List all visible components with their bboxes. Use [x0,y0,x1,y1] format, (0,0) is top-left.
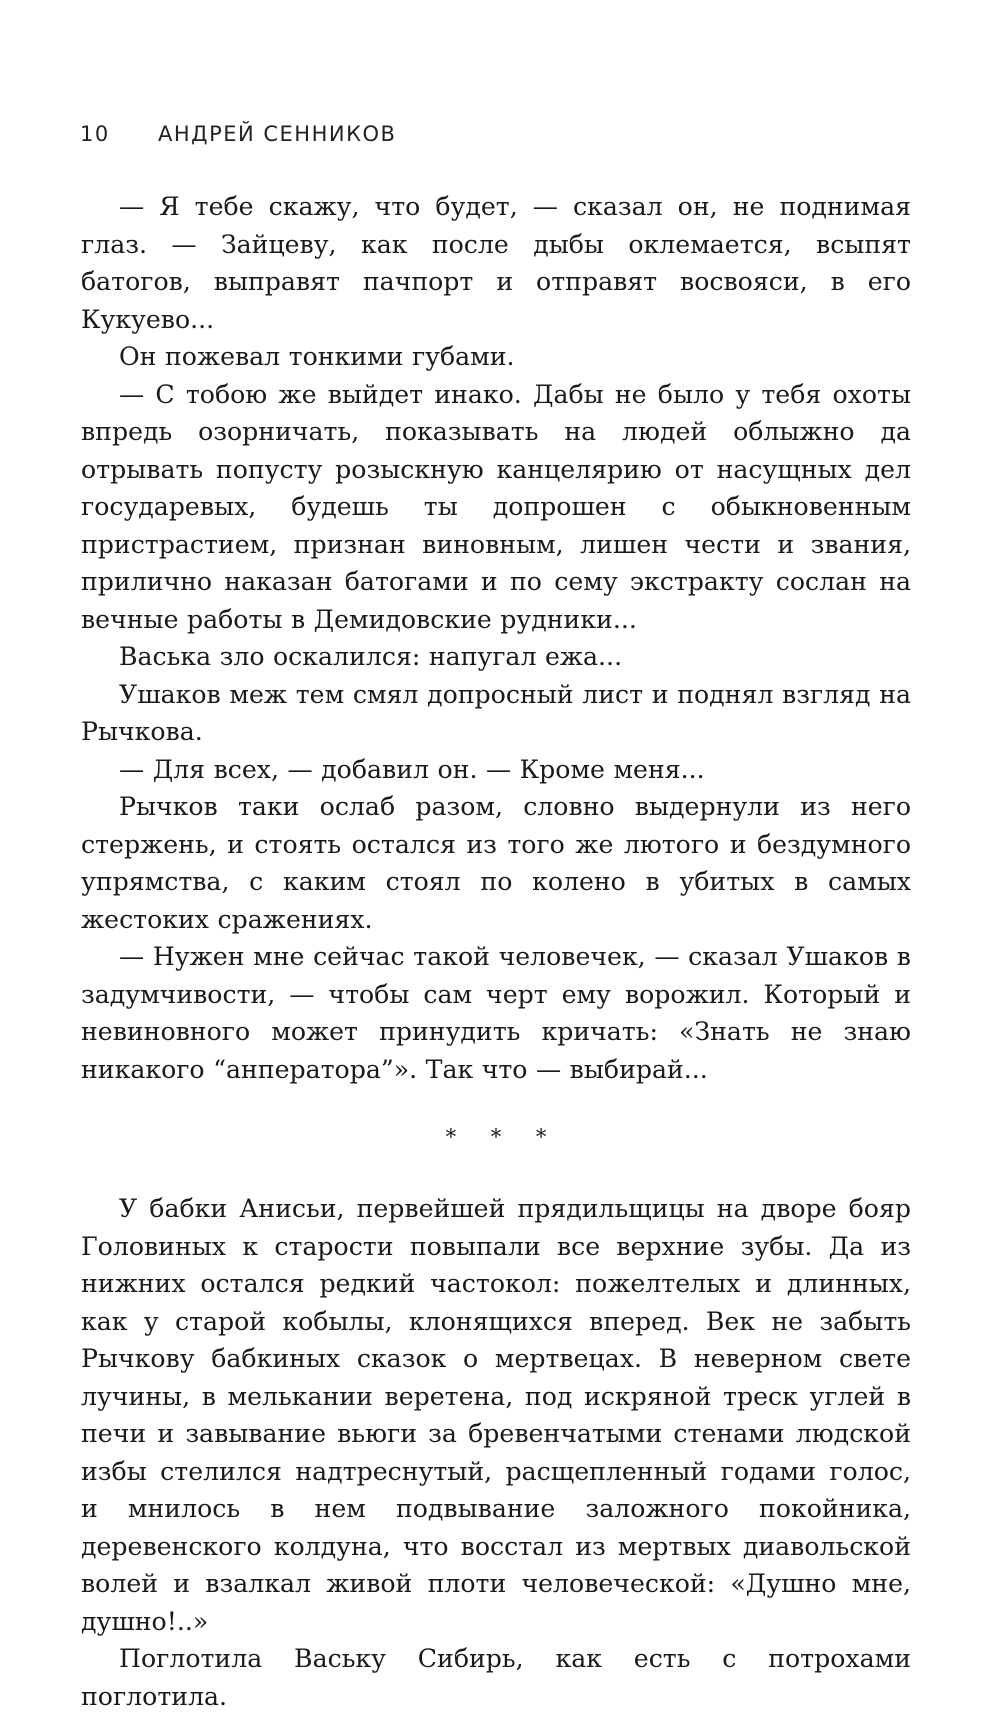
body-text [81,188,911,1715]
paragraph: Васька зло оскалился: напугал ежа... [119,642,623,671]
paragraph: Ушаков меж тем смял допросный лист и поднял взгляд на Рычкова. [81,679,911,746]
paragraph: — Для всех, — добавил он. — Кроме меня... [119,754,705,784]
paragraph: Поглотила Ваську Сибирь, как есть с потрохами поглотила. [81,1644,911,1711]
paragraph: — Я тебе скажу, что будет, — сказал он, не поднимая глаз. — Зайцеву, как после дыбы оклемается, всыпят батогов, выправят пачпорт и отправят восвояси, в его Кукуево... [81,192,911,334]
running-head-author: АНДРЕЙ СЕННИКОВ [158,122,397,146]
paragraph: У бабки Анисьи, первейшей прядильщицы на дворе бояр Головиных к старости повыпали все верхние зубы. Да из нижних остался редкий частокол: пожелтелых и длинных, как у старой кобылы, клонящихся вперед. Век не забыть Рычкову бабкиных сказок о мертвецах. В неверном свете лучины, в мелькании веретена, под искряной треск углей в печи и завывание вьюги за бревенчатыми стенами людской избы стелился надтреснутый, расщепленный годами голос, и мнилось в нем подвывание заложного покойника, деревенского колдуна, что восстал из мертвых диавольской волей и взалкал живой плоти человеческой: «Душно мне, душно!..» [81,1194,911,1636]
page-number: 10 [80,122,110,146]
paragraph: Он пожевал тонкими губами. [119,342,515,371]
paragraph: Рычков таки ослаб разом, словно выдернули из него стержень, и стоять остался из того же лютого и бездумного упрямства, с каким стоял по колено в убитых в самых жестоких сражениях. [81,792,911,934]
paragraph: — С тобою же выйдет инако. Дабы не было у тебя охоты впредь озорничать, показывать на людей облыжно да отрывать попусту розыскную канцелярию от насущных дел государевых, будешь ты допрошен с обыкновенным пристрастием, признан виновным, лишен чести и звания, прилично наказан батогами и по сему экстракту сослан на вечные работы в Демидовские рудники... [81,379,911,634]
running-head [80,122,396,146]
section-break: * * * [445,1125,561,1149]
paragraph: — Нужен мне сейчас такой человечек, — сказал Ушаков в задумчивости, — чтобы сам черт ему ворожил. Который и невиновного может принудить кричать: «Знать не знаю никакого “анператора”». Так что — выбирай... [81,942,911,1084]
